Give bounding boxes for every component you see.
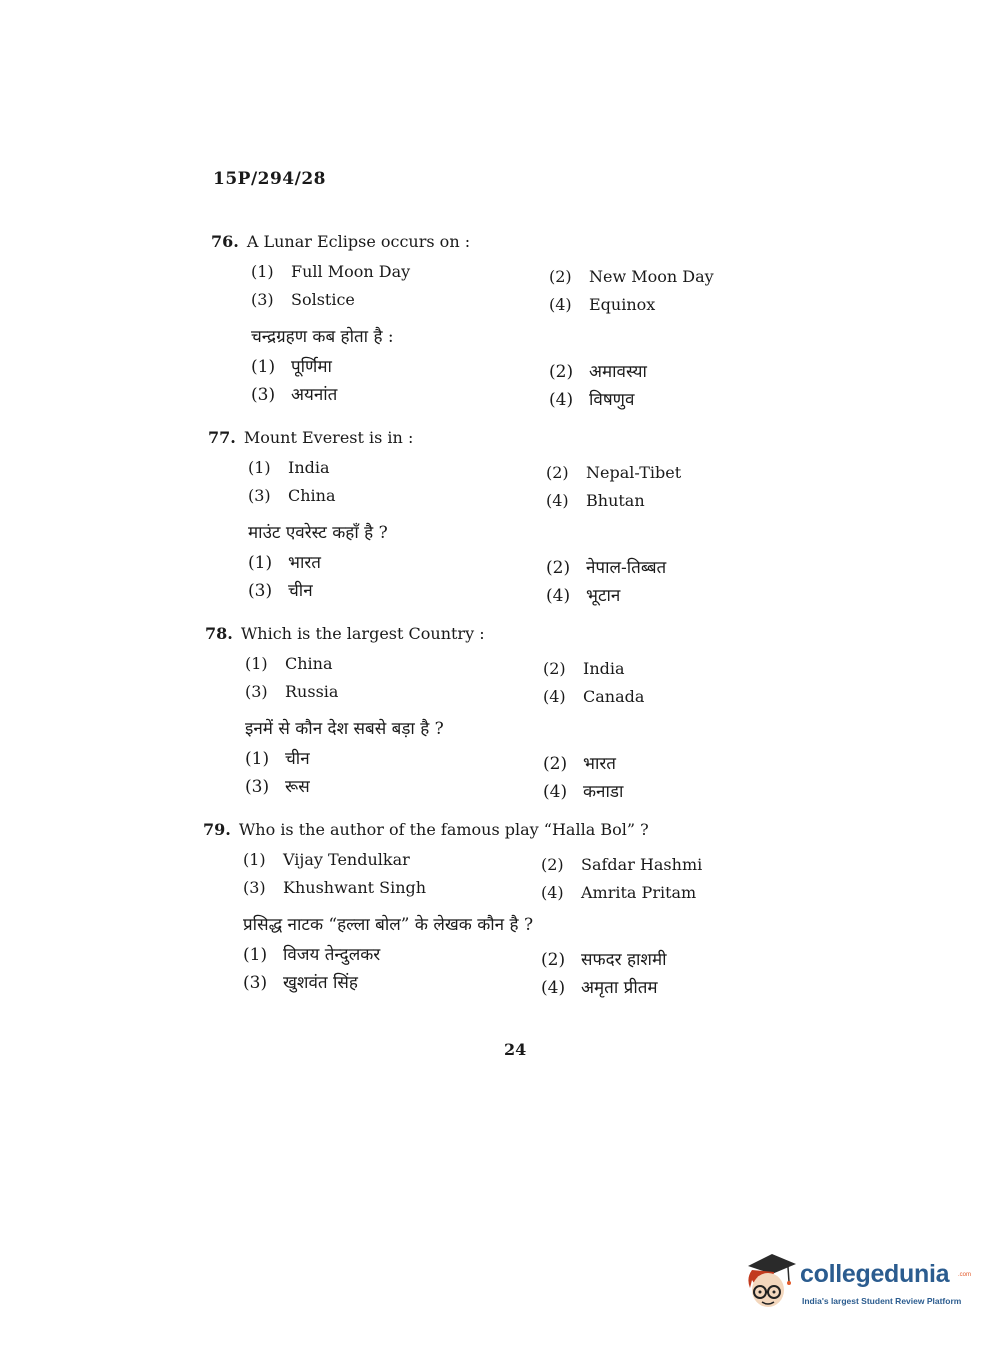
option-number: (3) [245, 682, 268, 701]
option-number: (2) [549, 362, 574, 382]
option-hi-4 [546, 583, 620, 606]
option-hi-1 [243, 942, 380, 965]
option-en-4 [543, 687, 644, 706]
option-en-4 [546, 491, 645, 510]
logo-wordmark: collegedunia [800, 1260, 950, 1288]
question-number: 79. [203, 820, 231, 839]
option-text: चीन [288, 581, 313, 601]
option-hi-1 [251, 354, 332, 377]
option-number: (3) [251, 385, 276, 405]
option-text: अयनांत [291, 385, 338, 405]
option-text: विषणुव [589, 390, 635, 410]
option-text: भारत [583, 754, 616, 774]
option-en-3 [251, 290, 355, 309]
option-number: (1) [243, 945, 268, 965]
question-number: 76. [211, 232, 239, 251]
question-block [208, 428, 768, 618]
option-text: China [288, 486, 336, 505]
option-number: (4) [549, 295, 572, 314]
option-en-2 [541, 855, 702, 874]
option-text: खुशवंत सिंह [283, 973, 358, 993]
question-stem-hi: चन्द्रग्रहण कब होता है : [251, 327, 394, 347]
option-text: Bhutan [586, 491, 645, 510]
option-text: चीन [285, 749, 310, 769]
question-text-en [208, 428, 413, 447]
option-text: कनाडा [583, 782, 624, 802]
option-hi-2 [541, 947, 667, 970]
question-stem-hi: इनमें से कौन देश सबसे बड़ा है ? [245, 719, 444, 739]
option-number: (1) [245, 654, 268, 673]
question-text-en [211, 232, 470, 251]
question-number: 78. [205, 624, 233, 643]
option-text: Solstice [291, 290, 355, 309]
option-text: Full Moon Day [291, 262, 411, 281]
option-number: (3) [251, 290, 274, 309]
option-text: Equinox [589, 295, 656, 314]
page-number: 24 [504, 1040, 527, 1059]
option-text: China [285, 654, 333, 673]
option-number: (3) [245, 777, 270, 797]
option-hi-4 [549, 387, 634, 410]
logo-domain: .com [958, 1272, 972, 1278]
option-hi-4 [541, 975, 658, 998]
option-en-3 [248, 486, 336, 505]
question-block [205, 624, 765, 814]
option-en-1 [243, 850, 410, 869]
option-text: सफदर हाशमी [581, 950, 667, 970]
option-en-1 [245, 654, 333, 673]
option-number: (4) [541, 883, 564, 902]
option-en-2 [546, 463, 681, 482]
option-hi-1 [248, 550, 321, 573]
question-stem-en: Mount Everest is in : [243, 428, 414, 447]
option-hi-4 [543, 779, 623, 802]
option-text: New Moon Day [589, 267, 714, 286]
option-number: (2) [543, 659, 566, 678]
option-text: नेपाल-तिब्बत [586, 558, 667, 578]
option-number: (4) [546, 491, 569, 510]
option-number: (3) [243, 878, 266, 897]
option-hi-3 [251, 382, 337, 405]
option-en-1 [251, 262, 410, 281]
question-stem-en: Which is the largest Country : [240, 624, 485, 643]
option-number: (1) [248, 553, 273, 573]
option-text: रूस [285, 777, 310, 797]
option-en-2 [549, 267, 714, 286]
option-hi-2 [546, 555, 666, 578]
option-number: (2) [541, 950, 566, 970]
option-text: अमावस्या [589, 362, 647, 382]
option-number: (2) [546, 463, 569, 482]
question-block [203, 820, 763, 1010]
option-hi-2 [543, 751, 616, 774]
option-en-1 [248, 458, 330, 477]
option-text: पूर्णिमा [291, 357, 332, 377]
question-stem-hi: प्रसिद्ध नाटक “हल्ला बोल” के लेखक कौन है ? [243, 915, 534, 935]
option-text: India [583, 659, 625, 678]
option-text: Safdar Hashmi [581, 855, 703, 874]
option-number: (2) [549, 267, 572, 286]
option-text: विजय तेन्दुलकर [283, 945, 381, 965]
option-text: Russia [285, 682, 339, 701]
option-number: (1) [248, 458, 271, 477]
option-number: (4) [546, 586, 571, 606]
option-text: Nepal-Tibet [586, 463, 682, 482]
option-hi-2 [549, 359, 647, 382]
option-number: (2) [541, 855, 564, 874]
option-number: (2) [546, 558, 571, 578]
option-hi-1 [245, 746, 310, 769]
option-text: भारत [288, 553, 321, 573]
option-text: Amrita Pritam [581, 883, 697, 902]
option-text: India [288, 458, 330, 477]
option-number: (3) [243, 973, 268, 993]
option-text: Vijay Tendulkar [283, 850, 410, 869]
question-text-en [205, 624, 485, 643]
option-number: (1) [251, 357, 276, 377]
option-number: (4) [541, 978, 566, 998]
page-code: 15P/294/28 [213, 169, 327, 189]
question-stem-en: Who is the author of the famous play “Halla Bol” ? [238, 820, 649, 839]
option-number: (1) [245, 749, 270, 769]
question-stem-hi: माउंट एवरेस्ट कहाँ है ? [248, 523, 388, 543]
mascot-icon [742, 1252, 798, 1312]
option-en-4 [541, 883, 696, 902]
question-text-en [203, 820, 649, 839]
option-text: Khushwant Singh [283, 878, 427, 897]
question-block [211, 232, 771, 422]
logo-tagline: India's largest Student Review Platform [802, 1296, 962, 1306]
option-hi-3 [245, 774, 310, 797]
option-number: (1) [243, 850, 266, 869]
option-number: (3) [248, 581, 273, 601]
option-text: भूटान [586, 586, 621, 606]
question-number: 77. [208, 428, 236, 447]
option-text: अमृता प्रीतम [581, 978, 658, 998]
option-en-4 [549, 295, 655, 314]
option-hi-3 [248, 578, 313, 601]
collegedunia-logo [742, 1248, 972, 1318]
option-text: Canada [583, 687, 645, 706]
option-en-3 [243, 878, 426, 897]
option-number: (4) [543, 687, 566, 706]
option-number: (3) [248, 486, 271, 505]
option-en-2 [543, 659, 625, 678]
option-en-3 [245, 682, 338, 701]
option-number: (2) [543, 754, 568, 774]
option-number: (1) [251, 262, 274, 281]
option-number: (4) [549, 390, 574, 410]
option-number: (4) [543, 782, 568, 802]
question-stem-en: A Lunar Eclipse occurs on : [246, 232, 471, 251]
option-hi-3 [243, 970, 358, 993]
